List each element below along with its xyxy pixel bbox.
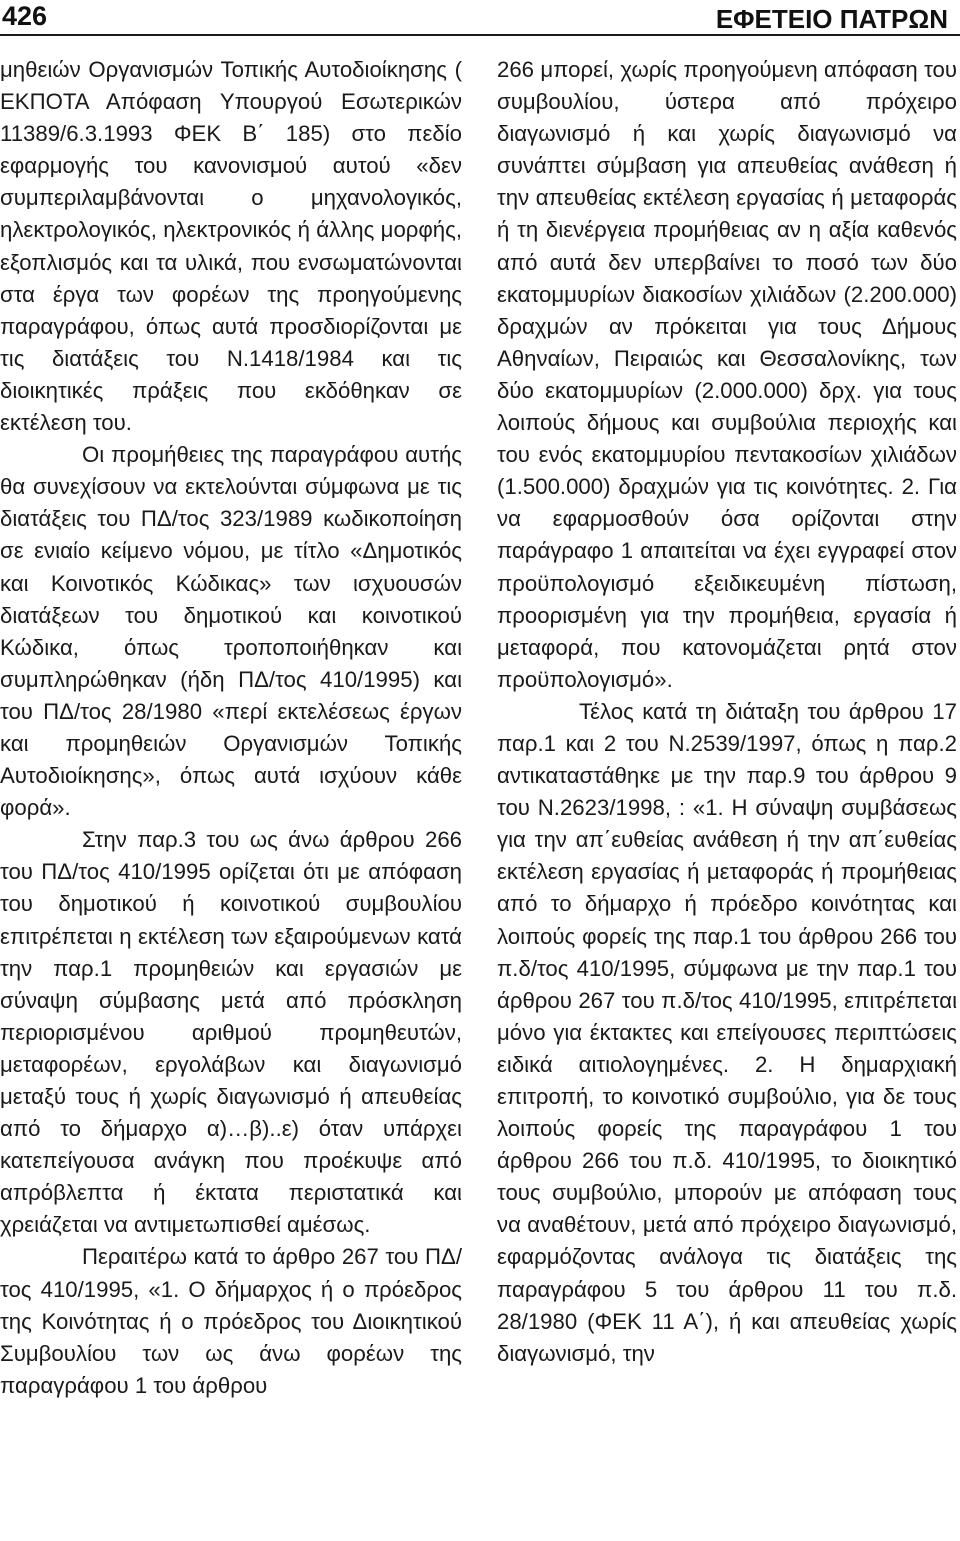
paragraph: Οι προμήθειες της παραγράφου αυτής θα συνεχίσουν να εκτελούνται σύμφωνα με τις διατάξεις του ΠΔ/τος 323/1989 κωδικοποίηση σε ενιαίο κείμενο νόμου, με τίτλο «Δημοτικός και Κοινοτικός Κώδικας» των ισχυουσών διατάξεων του δημοτικού και κοινοτικού Κώδικα, όπως τροποποιήθηκαν και συμπληρώθηκαν (ήδη ΠΔ/τος 410/1995) και του ΠΔ/τος 28/1980 «περί εκτελέσεως έργων και προμηθειών Οργανισμών Τοπικής Αυτοδιοίκησης», όπως αυτά ισχύουν κάθε φορά». xyxy=(0,442,462,821)
left-column xyxy=(0,54,462,1402)
page-number: 426 xyxy=(2,1,48,31)
paragraph: Στην παρ.3 του ως άνω άρθρου 266 του ΠΔ/τος 410/1995 ορίζεται ότι με απόφαση του δημοτικού ή κοινοτικού συμβουλίου επιτρέπεται η εκτέλεση των εξαιρούμενων κατά την παρ.1 προμηθειών και εργασιών με σύναψη σύμβασης μετά από πρόσκληση περιορισμένου αριθμού προμηθευτών, μεταφορέων, εργολάβων και διαγωνισμό μεταξύ τους ή χωρίς διαγωνισμό ή απευθείας από το δήμαρχο α)…β)..ε) όταν υπάρχει κατεπείγουσα ανάγκη που προέκυψε από απρόβλεπτα ή έκτατα περιστατικά και χρειάζεται να αντιμετωπισθεί αμέσως. xyxy=(0,827,462,1238)
paragraph: Περαιτέρω κατά το άρθρο 267 του ΠΔ/τος 410/1995, «1. Ο δήμαρχος ή ο πρόεδρος της Κοινότητας ή ο πρόεδρος του Διοικητικού Συμβουλίου των ως άνω φορέων της παραγράφου 1 του άρθρου xyxy=(0,1244,462,1398)
journal-title: ΕΦΕΤΕΙΟ ΠΑΤΡΩΝ xyxy=(715,4,948,34)
paragraph-continuation: 266 μπορεί, χωρίς προηγούμενη απόφαση του συμβουλίου, ύστερα από πρόχειρο διαγωνισμό ή και χωρίς διαγωνισμό να συνάπτει σύμβαση για απευθείας ανάθεση ή την απευθείας εκτέλεση εργασίας ή μεταφοράς ή τη διενέργεια προμήθειας αν η αξία καθενός από αυτά δεν υπερβαίνει το ποσό των δύο εκατομμυρίων διακοσίων χιλιάδων (2.200.000) δραχμών αν πρόκειται για τους Δήμους Αθηναίων, Πειραιώς και Θεσσαλονίκης, των δύο εκατομμυρίων (2.000.000) δρχ. για τους λοιπούς δήμους και συμβούλια περιοχής και του ενός εκατομμυρίου πεντακοσίων χιλιάδων (1.500.000) δραχμών για τις κοινότητες. 2. Για να εφαρμοσθούν όσα ορίζονται στην παράγραφο 1 απαιτείται να έχει εγγραφεί στον προϋπολογισμό εξειδικευμένη πίστωση, προορισμένη για την προμήθεια, εργασία ή μεταφορά, που κατονομάζεται ρητά στον προϋπολογισμό». xyxy=(497,57,957,692)
header-rule xyxy=(0,34,960,36)
page-header xyxy=(0,0,960,38)
paragraph-continuation: μηθειών Οργανισμών Τοπικής Αυτοδιοίκησης ( ΕΚΠΟΤΑ Απόφαση Υπουργού Εσωτερικών 11389/6.3.1993 ΦΕΚ Β΄ 185) στο πεδίο εφαρμογής του κανονισμού αυτού «δεν συμπεριλαμβάνονται ο μηχανολογικός, ηλεκτρολογικός, ηλεκτρονικός ή άλλης μορφής, εξοπλισμός και τα υλικά, που ενσωματώνονται στα έργα των φορέων της προηγούμενης παραγράφου, όπως αυτά προσδιορίζονται με τις διατάξεις του Ν.1418/1984 και τις διοικητικές πράξεις που εκδόθηκαν σε εκτέλεση του. xyxy=(0,57,462,436)
paragraph: Τέλος κατά τη διάταξη του άρθρου 17 παρ.1 και 2 του Ν.2539/1997, όπως η παρ.2 αντικαταστάθηκε με την παρ.9 του άρθρου 9 του Ν.2623/1998, : «1. Η σύναψη συμβάσεως για την απ΄ευθείας ανάθεση ή την απ΄ευθείας εκτέλεση εργασίας ή μεταφοράς ή προμήθειας από το δήμαρχο ή πρόεδρο κοινότητας και λοιπούς φορείς της παρ.1 του άρθρου 266 του π.δ/τος 410/1995, σύμφωνα με την παρ.1 του άρθρου 267 του π.δ/τος 410/1995, επιτρέπεται μόνο για έκτακτες και επείγουσες περιπτώσεις ειδικά αιτιολογημένες. 2. Η δημαρχιακή επιτροπή, το κοινοτικό συμβούλιο, για δε τους λοιπούς φορείς της παραγράφου 1 του άρθρου 266 του π.δ. 410/1995, το διοικητικό τους συμβούλιο, μπορούν με απόφαση τους να αναθέτουν, μετά από πρόχειρο διαγωνισμό, εφαρμόζοντας ανάλογα τις διατάξεις της παραγράφου 5 του άρθρου 11 του π.δ. 28/1980 (ΦΕΚ 11 Α΄), ή και απευθείας χωρίς διαγωνισμό, την xyxy=(497,698,957,1366)
right-column xyxy=(497,54,957,1370)
